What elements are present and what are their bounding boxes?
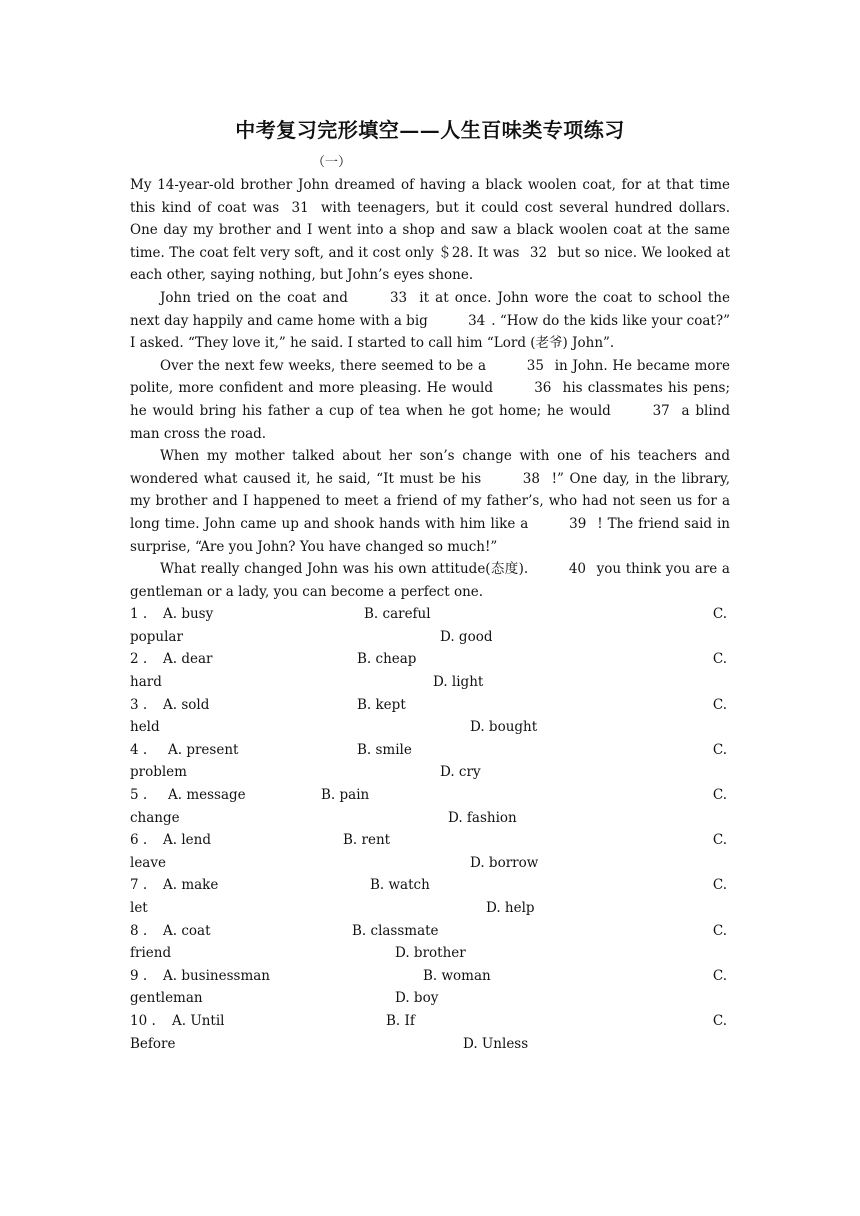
option-c-label: C. (712, 1012, 727, 1029)
question-number: 8 . (130, 922, 148, 939)
option-a: A. sold (163, 696, 210, 713)
option-c-label: C. (712, 877, 727, 894)
question-number: 5 . (130, 787, 148, 804)
option-a: A. present (168, 741, 239, 758)
passage-text: it at once. John wore the coat to school the next day happily and came home with a big (130, 289, 730, 329)
blank-39: 39 (569, 515, 587, 532)
question-number: 7 . (130, 877, 148, 894)
question-number: 9 . (130, 967, 148, 984)
option-c-word: held (130, 719, 160, 736)
option-c-word: gentleman (130, 990, 203, 1007)
option-c-label: C. (712, 922, 727, 939)
option-c-word: change (130, 809, 180, 826)
blank-31: 31 (291, 199, 309, 216)
blank-32: 32 (529, 244, 548, 261)
question-options (130, 739, 730, 784)
passage-paragraph (130, 558, 730, 603)
passage-text: ! The friend said in surprise, “Are you John? You have changed so much!” (130, 515, 730, 555)
passage-paragraph (130, 287, 730, 355)
option-d: D. boy (395, 990, 439, 1007)
content (130, 174, 730, 1055)
option-d: D. borrow (470, 854, 539, 871)
option-c-label: C. (712, 741, 727, 758)
passage-text: !” One day, in the library, my brother and I happened to meet a friend of my father’s, who had not seen us for a long time. John came up and shook hands with him like a (130, 470, 730, 532)
option-d: D. bought (470, 719, 538, 736)
question-options (130, 965, 730, 1010)
option-c-word: let (130, 900, 148, 916)
option-c-label: C. (712, 967, 727, 984)
option-a: A. coat (163, 922, 211, 939)
passage-text: My 14-year-old brother John dreamed of having a black woolen coat, for at that time this kind of coat was (130, 177, 730, 216)
blank-34: 34 (468, 312, 486, 329)
question-number: 4 . (130, 741, 148, 758)
option-c-label: C. (712, 606, 727, 623)
question-number: 1 . (130, 606, 148, 623)
option-c-label: C. (712, 832, 727, 849)
passage-text: What really changed John was his own attitude(态度). (160, 561, 533, 578)
option-b: B. careful (364, 606, 431, 623)
passage-text: his classmates his pens; he would bring his father a cup of tea when he got home; he would (130, 380, 730, 419)
question-number: 2 . (130, 651, 148, 668)
question-options (130, 829, 730, 874)
option-c-word: hard (130, 674, 162, 691)
option-c-word: problem (130, 764, 187, 781)
section-number: （一） (312, 155, 352, 170)
question-number: 6 . (130, 832, 148, 849)
option-b: B. watch (370, 877, 430, 894)
option-b: B. If (386, 1012, 415, 1029)
option-c-label: C. (712, 787, 727, 804)
question-options (130, 603, 730, 648)
question-options (130, 648, 730, 693)
blank-35: 35 (526, 357, 544, 374)
passage-paragraph (130, 174, 730, 287)
question-options (130, 784, 730, 829)
question-options (130, 694, 730, 739)
option-b: B. classmate (352, 922, 439, 939)
option-d: D. brother (395, 945, 466, 962)
question-number: 3 . (130, 696, 148, 713)
option-d: D. Unless (463, 1035, 529, 1052)
option-d: D. good (440, 628, 493, 645)
passage-paragraph (130, 355, 730, 445)
option-c-word: friend (130, 945, 172, 962)
passage-text: . “How do the kids like your coat?” I asked. “They love it,” he said. I started to call him “Lord (老爷) John”. (130, 312, 730, 352)
option-a: A. businessman (163, 967, 270, 984)
passage-text: you think you are a gentleman or a lady, you can become a perfect one. (130, 561, 730, 600)
document-title: 中考复习完形填空——人生百味类专项练习 (235, 118, 625, 142)
question-options (130, 1010, 730, 1055)
blank-36: 36 (534, 380, 552, 397)
blank-33: 33 (389, 289, 408, 306)
option-d: D. cry (440, 764, 481, 781)
option-b: B. rent (343, 832, 391, 849)
passage-text: John tried on the coat and (160, 289, 354, 306)
option-d: D. help (486, 900, 535, 916)
option-d: D. light (433, 674, 484, 691)
option-b: B. woman (423, 967, 491, 984)
option-c-word: popular (130, 628, 183, 645)
option-a: A. dear (163, 651, 213, 668)
question-options (130, 920, 730, 965)
option-b: B. pain (321, 787, 370, 804)
option-a: A. Until (172, 1012, 225, 1029)
passage-text: but so nice. We looked at each other, saying nothing, but John’s eyes shone. (130, 244, 730, 284)
options-list (130, 603, 730, 1055)
passage-text: Over the next few weeks, there seemed to be a (160, 357, 491, 374)
option-b: B. smile (357, 741, 412, 758)
option-a: A. lend (163, 832, 211, 849)
option-d: D. fashion (448, 809, 517, 826)
option-c-label: C. (712, 696, 727, 713)
question-number: 10 . (130, 1012, 156, 1029)
blank-40: 40 (568, 561, 587, 578)
option-c-label: C. (712, 651, 727, 668)
option-c-word: leave (130, 854, 166, 871)
blank-38: 38 (522, 470, 540, 487)
option-b: B. cheap (357, 651, 417, 668)
passage-text: in John. He became more polite, more confident and more pleasing. He would (130, 357, 730, 397)
blank-37: 37 (652, 402, 670, 419)
option-a: A. message (168, 787, 246, 804)
option-b: B. kept (357, 696, 406, 713)
question-options (130, 874, 730, 919)
option-a: A. make (163, 877, 219, 894)
passage-text: with teenagers, but it could cost several hundred dollars. One day my brother and I went into a shop and saw a black woolen coat at the same time. The coat felt very soft, and it cost only ＄28. It was (130, 199, 730, 261)
passage-text: a blind man cross the road. (130, 402, 730, 442)
option-a: A. busy (163, 606, 214, 623)
option-c-word: Before (130, 1035, 176, 1052)
passage-text: When my mother talked about her son’s change with one of his teachers and wondered what caused it, he said, “It must be his (130, 448, 730, 487)
passage-paragraph (130, 445, 730, 558)
